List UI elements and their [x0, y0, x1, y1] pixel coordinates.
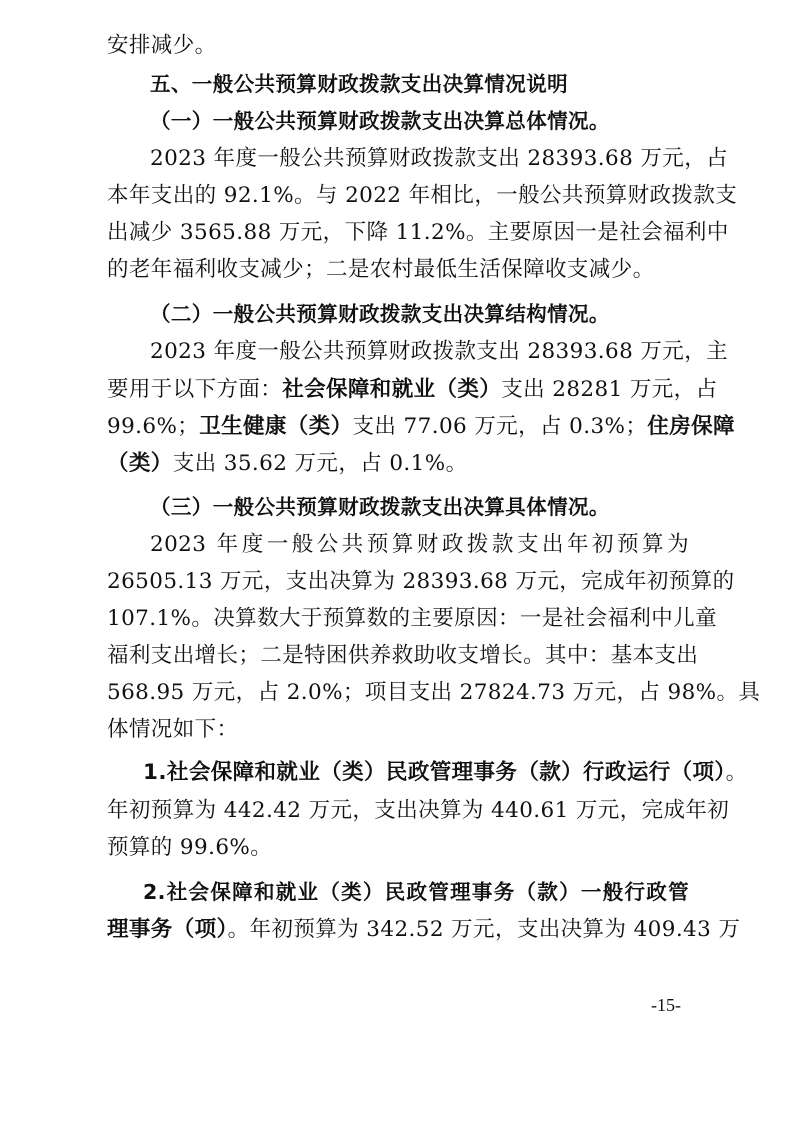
- subsection-heading: （三）一般公共预算财政拨款支出决算具体情况。: [150, 495, 610, 519]
- section-heading: 五、一般公共预算财政拨款支出决算情况说明: [150, 72, 568, 96]
- text-line: 出减少 3565.88 万元，下降 11.2%。主要原因一是社会福利中: [107, 220, 729, 245]
- text-line: 体情况如下：: [107, 717, 239, 742]
- text-span: 支出 28281 万元，占: [501, 377, 718, 402]
- subsection-heading: （一）一般公共预算财政拨款支出决算总体情况。: [150, 109, 610, 133]
- text-span: 99.6%；: [107, 414, 200, 439]
- text-line: 福利支出增长；二是特困供养救助收支增长。其中：基本支出: [107, 643, 699, 668]
- bold-term: 1.社会保障和就业（类）民政管理事务（款）行政运行（项）: [143, 760, 726, 785]
- text-line: [107, 912, 741, 948]
- text-span: 支出 35.62 万元，占 0.1%。: [172, 451, 468, 476]
- bold-term: 住房保障: [647, 414, 735, 439]
- page-number: -15-: [651, 995, 681, 1015]
- text-line: 568.95 万元，占 2.0%；项目支出 27824.73 万元，占 98%。具: [107, 680, 761, 705]
- item-heading: 2.社会保障和就业（类）民政管理事务（款）一般行政管: [143, 880, 689, 904]
- item-heading: [143, 755, 748, 791]
- bold-term: 社会保障和就业（类）: [282, 377, 502, 402]
- text-line: 年初预算为 442.42 万元，支出决算为 440.61 万元，完成年初: [107, 798, 730, 823]
- text-line: 26505.13 万元，支出决算为 28393.68 万元，完成年初预算的: [107, 569, 735, 594]
- text-line: 2023 年度一般公共预算财政拨款支出 28393.68 万元，主: [150, 339, 729, 364]
- text-line: [107, 372, 718, 408]
- bold-term: （类）: [107, 451, 173, 476]
- text-span: 要用于以下方面：: [107, 377, 283, 402]
- text-line: 2023 年度一般公共预算财政拨款支出 28393.68 万元，占: [150, 146, 729, 171]
- text-line: 107.1%。决算数大于预算数的主要原因：一是社会福利中儿童: [107, 606, 717, 631]
- text-line: 安排减少。: [107, 33, 217, 58]
- bold-term: 卫生健康（类）: [199, 414, 353, 439]
- text-span: 。年初预算为 342.52 万元，支出决算为 409.43 万: [227, 917, 741, 942]
- text-line: 本年支出的 92.1%。与 2022 年相比，一般公共预算财政拨款支: [107, 183, 738, 208]
- text-line: 的老年福利收支减少；二是农村最低生活保障收支减少。: [107, 257, 655, 282]
- text-line: [107, 446, 689, 482]
- text-span: 。: [725, 760, 748, 785]
- text-line: 预算的 99.6%。: [107, 835, 273, 860]
- bold-term: 理事务（项）: [107, 917, 228, 942]
- text-line: [107, 409, 735, 445]
- subsection-heading: （二）一般公共预算财政拨款支出决算结构情况。: [150, 302, 610, 326]
- text-line: 2023 年度一般公共预算财政拨款支出年初预算为: [150, 532, 689, 557]
- text-span: 支出 77.06 万元，占 0.3%；: [352, 414, 648, 439]
